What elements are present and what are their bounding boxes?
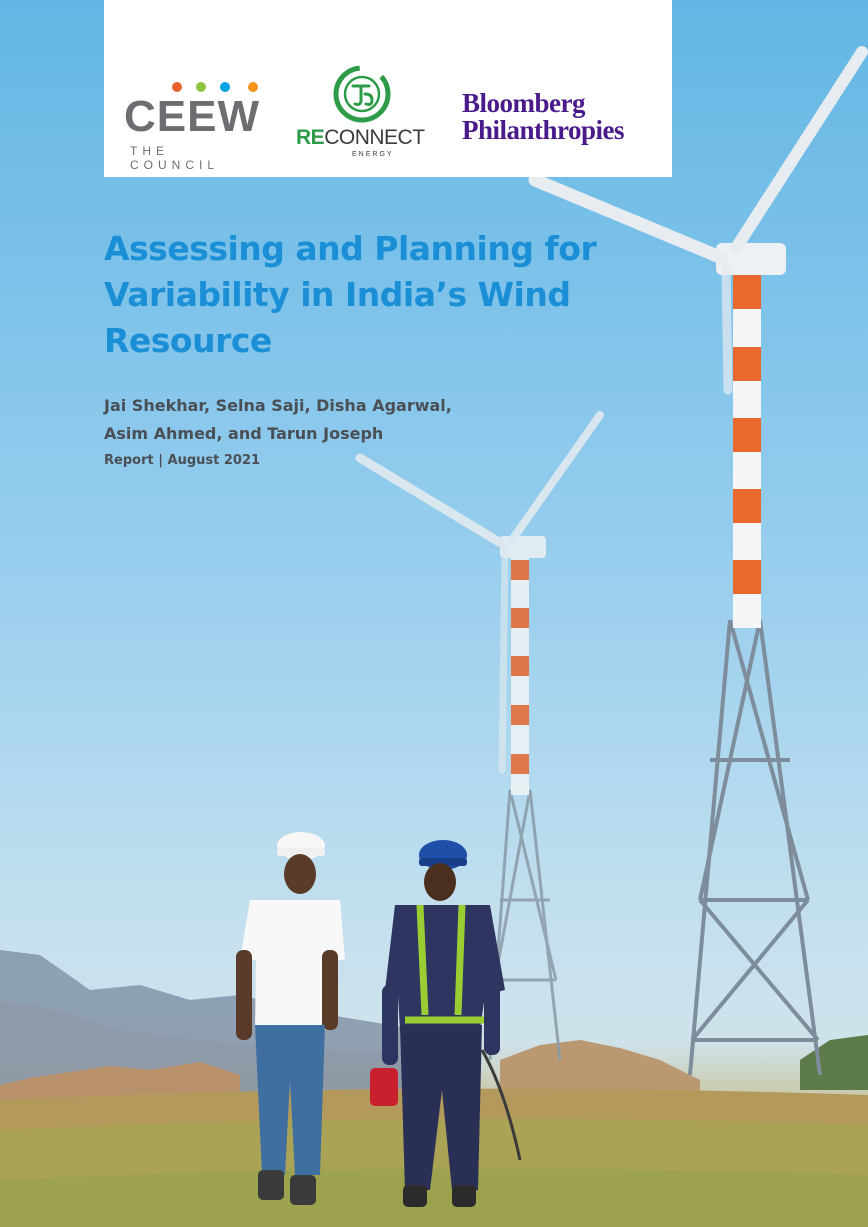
reconnect-energy-logo — [296, 64, 436, 164]
report-type: Report — [104, 453, 154, 468]
reconnect-tagline: ENERGY — [352, 151, 394, 158]
ceew-wordmark: CEEW — [124, 92, 260, 141]
report-date: August 2021 — [167, 453, 261, 468]
logo-band — [104, 0, 672, 177]
bloomberg-philanthropies-logo — [462, 90, 662, 160]
ceew-dot-orange — [172, 82, 182, 92]
meta-separator: | — [158, 453, 163, 468]
bloomberg-wordmark-line2: Philanthropies — [462, 115, 625, 145]
report-title: Assessing and Planning for Variability in India’s Wind Resource — [104, 229, 597, 360]
near-turbine — [535, 52, 862, 1075]
ceew-dot-amber — [248, 82, 258, 92]
ceew-tagline: THE COUNCIL — [130, 144, 220, 172]
grass-front — [0, 1169, 868, 1227]
reconnect-emblem-icon — [332, 64, 392, 124]
ceew-dot-blue — [220, 82, 230, 92]
ceew-dot-green — [196, 82, 206, 92]
authors-line-2: Asim Ahmed, and Tarun Joseph — [104, 424, 384, 443]
reconnect-wordmark-rest: CONNECT — [324, 126, 425, 149]
report-authors — [104, 392, 604, 448]
bloomberg-wordmark-line1: Bloomberg — [462, 88, 585, 118]
reconnect-wordmark-prefix: RE — [296, 126, 325, 149]
ceew-logo — [124, 82, 264, 172]
reconnect-wordmark — [296, 126, 425, 150]
bush-right — [800, 1035, 868, 1090]
report-meta — [104, 453, 260, 468]
authors-line-1: Jai Shekhar, Selna Saji, Disha Agarwal, — [104, 396, 452, 415]
